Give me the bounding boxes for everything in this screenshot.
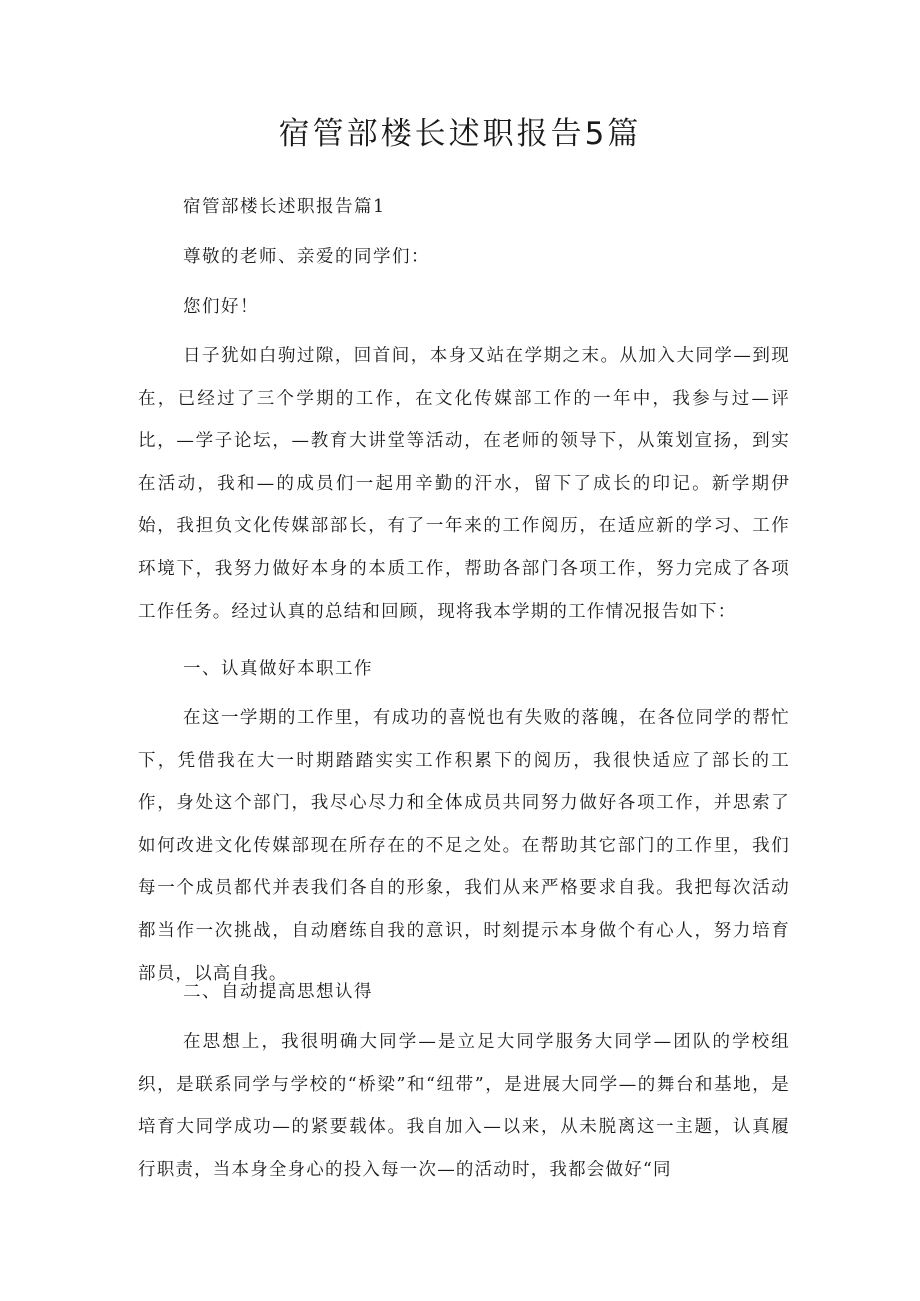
salutation: 尊敬的老师、亲爱的同学们：: [183, 247, 430, 267]
section-heading-1: 一、认真做好本职工作: [183, 659, 373, 679]
paragraph-section-1: 在这一学期的工作里，有成功的喜悦也有失败的落魄，在各位同学的帮忙下，凭借我在大一时期踏踏实实工作积累下的阅历，我很快适应了部长的工作，身处这个部门，我尽心尽力和全体成员共同努力做好各项工作，并思索了如何改进文化传媒部现在所存在的不足之处。在帮助其它部门的工作里，我们每一个成员都代并表我们各自的形象，我们从来严格要求自我。我把每次活动都当作一次挑战，自动磨练自我的意识，时刻提示本身做个有心人，努力培育部员，以高自我。: [138, 708, 790, 984]
paragraph-intro: 日子犹如白驹过隙，回首间，本身又站在学期之末。从加入大同学—到现在，已经过了三个学期的工作，在文化传媒部工作的一年中，我参与过—评比，—学子论坛，—教育大讲堂等活动，在老师的领导下，从策划宣扬，到实在活动，我和—的成员们一起用辛勤的汗水，留下了成长的印记。新学期伊始，我担负文化传媒部部长，有了一年来的工作阅历，在适应新的学习、工作环境下，我努力做好本身的本质工作，帮助各部门各项工作，努力完成了各项工作任务。经过认真的总结和回顾，现将我本学期的工作情况报告如下：: [138, 346, 790, 622]
document-title: 宿管部楼长述职报告5篇: [278, 116, 642, 152]
paragraph-section-2: 在思想上，我很明确大同学—是立足大同学服务大同学—团队的学校组织，是联系同学与学校的“桥梁”和“纽带”，是进展大同学—的舞台和基地，是培育大同学成功—的紧要载体。我自加入—以来，从未脱离这一主题，认真履行职责，当本身全身心的投入每一次—的活动时，我都会做好“同: [138, 1032, 790, 1180]
report-subtitle: 宿管部楼长述职报告篇1: [183, 197, 386, 217]
greeting: 您们好！: [183, 297, 259, 317]
section-heading-2: 二、自动提高思想认得: [183, 982, 373, 1002]
